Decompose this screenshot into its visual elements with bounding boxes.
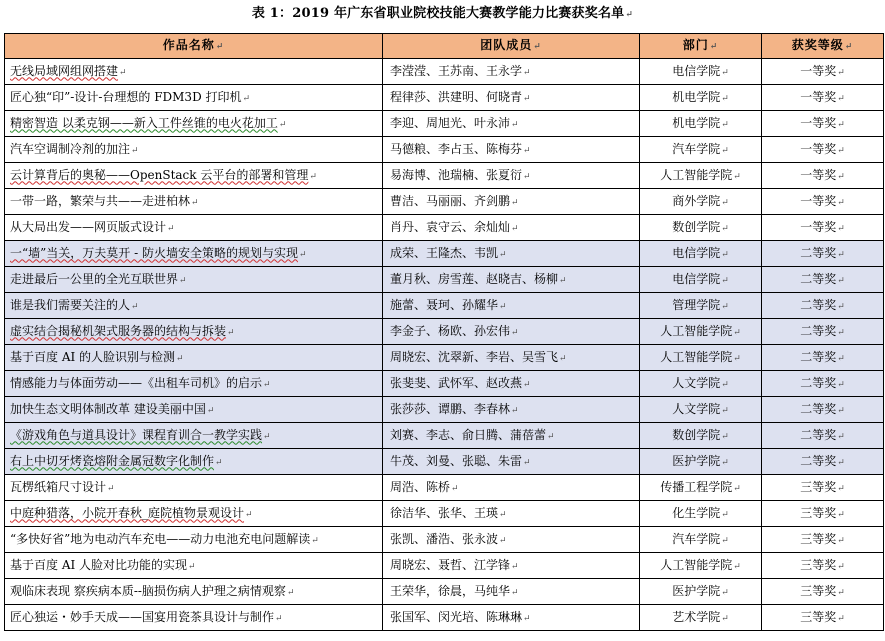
paragraph-mark-icon: ↵ (837, 613, 845, 624)
paragraph-mark-icon: ↵ (559, 353, 567, 364)
paragraph-mark-icon: ↵ (721, 145, 729, 156)
table-row (5, 605, 884, 631)
cell-department-text: 人工智能学院 (660, 167, 733, 182)
cell-team-members-text: 张国军、闵光培、陈琳琳 (390, 609, 523, 624)
cell-team-members (383, 371, 640, 397)
paragraph-mark-icon: ↵ (733, 561, 741, 572)
table-row (5, 163, 884, 189)
cell-award-level-text: 一等奖 (800, 115, 837, 130)
cell-work-title (5, 137, 383, 163)
paragraph-mark-icon: ↵ (837, 119, 845, 130)
cell-team-members (383, 345, 640, 371)
paragraph-mark-icon: ↵ (721, 119, 729, 130)
cell-award-level-text: 一等奖 (800, 219, 837, 234)
cell-work-title (5, 319, 383, 345)
cell-department (640, 345, 762, 371)
cell-team-members-text: 周浩、陈桥 (390, 479, 451, 494)
cell-team-members-text: 周晓宏、聂哲、江学锋 (390, 557, 511, 572)
cell-team-members (383, 293, 640, 319)
cell-work-title (5, 397, 383, 423)
cell-work-title (5, 241, 383, 267)
paragraph-mark-icon: ↵ (837, 587, 845, 598)
cell-work-title-text: 情感能力与体面劳动——《出租车司机》的启示 (10, 375, 263, 390)
cell-award-level-text: 一等奖 (800, 63, 837, 78)
cell-department-text: 管理学院 (672, 297, 721, 312)
paragraph-mark-icon: ↵ (511, 405, 519, 416)
cell-department (640, 527, 762, 553)
cell-award-level-text: 二等奖 (800, 375, 837, 390)
paragraph-mark-icon: ↵ (837, 275, 845, 286)
paragraph-mark-icon: ↵ (499, 249, 507, 260)
cell-department (640, 163, 762, 189)
cell-team-members (383, 449, 640, 475)
paragraph-mark-icon: ↵ (523, 457, 531, 468)
cell-team-members (383, 527, 640, 553)
cell-department-text: 机电学院 (672, 115, 721, 130)
cell-department-text: 汽车学院 (672, 141, 721, 156)
paragraph-mark-icon: ↵ (837, 223, 845, 234)
paragraph-mark-icon: ↵ (837, 405, 845, 416)
cell-department-text: 机电学院 (672, 89, 721, 104)
cell-award-level (762, 111, 884, 137)
cell-award-level-text: 二等奖 (800, 453, 837, 468)
header-work: 作品名称↵ (5, 34, 383, 59)
table-row (5, 475, 884, 501)
cell-work-title (5, 527, 383, 553)
paragraph-mark-icon: ↵ (837, 509, 845, 520)
paragraph-mark-icon: ↵ (176, 353, 184, 364)
table-row (5, 215, 884, 241)
cell-award-level (762, 137, 884, 163)
cell-work-title-text: 右上中切牙烤瓷熔附金属冠数字化制作 (10, 453, 215, 468)
cell-team-members-text: 张斐斐、武怀军、赵改燕 (390, 375, 523, 390)
table-row (5, 267, 884, 293)
table-row (5, 579, 884, 605)
paragraph-mark-icon: ↵ (131, 301, 139, 312)
paragraph-mark-icon: ↵ (733, 483, 741, 494)
paragraph-mark-icon: ↵ (721, 93, 729, 104)
cell-work-title-text: 一“墙”当关，万夫莫开 - 防火墙安全策略的规划与实现 (10, 245, 298, 260)
paragraph-mark-icon: ↵ (511, 197, 519, 208)
cell-department-text: 人工智能学院 (660, 557, 733, 572)
paragraph-mark-icon: ↵ (721, 67, 729, 78)
cell-award-level (762, 553, 884, 579)
paragraph-mark-icon: ↵ (511, 119, 519, 130)
paragraph-mark-icon: ↵ (721, 223, 729, 234)
table-row (5, 189, 884, 215)
cell-team-members-text: 刘赛、李志、俞日腾、蒲蓓蕾 (390, 427, 547, 442)
paragraph-mark-icon: ↵ (733, 327, 741, 338)
paragraph-mark-icon: ↵ (309, 171, 317, 182)
cell-work-title (5, 553, 383, 579)
paragraph-mark-icon: ↵ (263, 379, 271, 390)
cell-work-title-text: 中庭种猎落，小院开春秋_庭院植物景观设计 (10, 505, 245, 520)
cell-department-text: 商外学院 (672, 193, 721, 208)
cell-work-title-text: 基于百度 AI 的人脸识别与检测 (10, 349, 176, 364)
cell-award-level-text: 三等奖 (800, 531, 837, 546)
cell-department (640, 397, 762, 423)
paragraph-mark-icon: ↵ (837, 457, 845, 468)
cell-team-members-text: 程律莎、洪建明、何晓青 (390, 89, 523, 104)
cell-team-members-text: 李金子、杨欧、孙宏伟 (390, 323, 511, 338)
cell-department (640, 59, 762, 85)
cell-team-members (383, 579, 640, 605)
cell-team-members (383, 189, 640, 215)
cell-work-title-text: 云计算背后的奥秘——OpenStack 云平台的部署和管理 (10, 167, 309, 182)
paragraph-mark-icon: ↵ (263, 431, 271, 442)
cell-work-title-text: 汽车空调制冷剂的加注 (10, 141, 131, 156)
cell-team-members-text: 徐洁华、张华、王瑛 (390, 505, 499, 520)
table-row (5, 111, 884, 137)
cell-award-level (762, 59, 884, 85)
cell-department-text: 医护学院 (672, 583, 721, 598)
paragraph-mark-icon: ↵ (215, 42, 225, 52)
paragraph-mark-icon: ↵ (837, 327, 845, 338)
cell-award-level (762, 163, 884, 189)
cell-department (640, 579, 762, 605)
cell-award-level (762, 423, 884, 449)
paragraph-mark-icon: ↵ (625, 10, 634, 20)
cell-award-level (762, 527, 884, 553)
paragraph-mark-icon: ↵ (523, 67, 531, 78)
cell-department (640, 605, 762, 631)
table-row (5, 293, 884, 319)
table-row (5, 59, 884, 85)
cell-award-level (762, 475, 884, 501)
paragraph-mark-icon: ↵ (107, 483, 115, 494)
paragraph-mark-icon: ↵ (206, 405, 215, 416)
cell-work-title-text: 观临床表现 察疾病本质--脑损伤病人护理之病情观察 (10, 583, 286, 598)
cell-team-members (383, 163, 640, 189)
paragraph-mark-icon: ↵ (523, 171, 531, 182)
cell-department-text: 人文学院 (672, 375, 721, 390)
paragraph-mark-icon: ↵ (721, 301, 729, 312)
cell-award-level-text: 三等奖 (800, 583, 837, 598)
cell-department-text: 医护学院 (672, 453, 721, 468)
cell-department (640, 449, 762, 475)
cell-team-members (383, 553, 640, 579)
cell-work-title (5, 605, 383, 631)
paragraph-mark-icon: ↵ (837, 353, 845, 364)
award-table (4, 33, 884, 631)
paragraph-mark-icon: ↵ (721, 535, 729, 546)
paragraph-mark-icon: ↵ (298, 249, 307, 260)
cell-team-members-text: 王荣华，徐晨，马纯华 (390, 583, 511, 598)
cell-award-level (762, 267, 884, 293)
paragraph-mark-icon: ↵ (837, 249, 845, 260)
paragraph-mark-icon: ↵ (547, 431, 555, 442)
paragraph-mark-icon: ↵ (511, 561, 519, 572)
cell-team-members-text: 马德粮、李占玉、陈梅芬 (390, 141, 523, 156)
paragraph-mark-icon: ↵ (837, 145, 845, 156)
cell-team-members (383, 397, 640, 423)
cell-team-members-text: 李迎、周旭光、叶永沛 (390, 115, 511, 130)
cell-work-title (5, 501, 383, 527)
cell-team-members (383, 215, 640, 241)
cell-work-title (5, 371, 383, 397)
paragraph-mark-icon: ↵ (837, 431, 845, 442)
cell-team-members (383, 111, 640, 137)
cell-team-members-text: 曹洁、马丽丽、齐剑鹏 (390, 193, 511, 208)
paragraph-mark-icon: ↵ (242, 93, 251, 104)
cell-award-level (762, 397, 884, 423)
cell-award-level-text: 二等奖 (800, 297, 837, 312)
paragraph-mark-icon: ↵ (511, 587, 519, 598)
cell-department-text: 化生学院 (672, 505, 721, 520)
paragraph-mark-icon: ↵ (167, 223, 175, 234)
paragraph-mark-icon: ↵ (245, 509, 253, 520)
cell-award-level (762, 293, 884, 319)
paragraph-mark-icon: ↵ (533, 42, 542, 52)
cell-department-text: 人工智能学院 (660, 349, 733, 364)
cell-work-title-text: “多快好省”地为电动汽车充电——动力电池充电问题解读 (10, 531, 311, 546)
cell-award-level (762, 449, 884, 475)
cell-award-level (762, 85, 884, 111)
cell-work-title-text: 谁是我们需要关注的人 (10, 297, 131, 312)
cell-team-members-text: 周晓宏、沈翠新、李岩、吴雪飞 (390, 349, 559, 364)
cell-work-title (5, 345, 383, 371)
cell-team-members-text: 张莎莎、谭鹏、李春林 (390, 401, 511, 416)
cell-award-level (762, 371, 884, 397)
cell-department (640, 553, 762, 579)
cell-department-text: 汽车学院 (672, 531, 721, 546)
cell-department (640, 475, 762, 501)
cell-team-members-text: 易海博、池瑞楠、张夏衍 (390, 167, 523, 182)
cell-work-title-text: 虚实结合揭秘机架式服务器的结构与拆装 (10, 323, 227, 338)
paragraph-mark-icon: ↵ (119, 67, 127, 78)
paragraph-mark-icon: ↵ (837, 67, 845, 78)
cell-team-members-text: 张凯、潘浩、张永波 (390, 531, 499, 546)
cell-work-title (5, 267, 383, 293)
cell-department (640, 189, 762, 215)
cell-award-level (762, 345, 884, 371)
cell-team-members-text: 成荣、王隆杰、韦凯 (390, 245, 499, 260)
cell-work-title (5, 215, 383, 241)
table-row (5, 423, 884, 449)
cell-team-members (383, 423, 640, 449)
paragraph-mark-icon: ↵ (559, 275, 567, 286)
cell-award-level-text: 三等奖 (800, 557, 837, 572)
cell-award-level (762, 319, 884, 345)
paragraph-mark-icon: ↵ (844, 42, 854, 52)
cell-work-title-text: 匠心独“印”-设计-台理想的 FDM3D 打印机 (10, 89, 242, 104)
cell-department (640, 371, 762, 397)
cell-department-text: 数创学院 (672, 427, 721, 442)
cell-work-title (5, 111, 383, 137)
cell-award-level-text: 三等奖 (800, 505, 837, 520)
paragraph-mark-icon: ↵ (721, 197, 729, 208)
paragraph-mark-icon: ↵ (499, 535, 507, 546)
cell-team-members-text: 董月秋、房雪莲、赵晓吉、杨柳 (390, 271, 559, 286)
cell-award-level-text: 一等奖 (800, 193, 837, 208)
cell-award-level (762, 215, 884, 241)
cell-work-title-text: 瓦楞纸箱尺寸设计 (10, 479, 107, 494)
table-caption (0, 5, 885, 24)
cell-team-members-text: 施蕾、聂珂、孙耀华 (390, 297, 499, 312)
cell-work-title (5, 59, 383, 85)
cell-work-title-text: 加快生态文明体制改革 建设美丽中国 (10, 401, 206, 416)
cell-award-level (762, 501, 884, 527)
table-row (5, 345, 884, 371)
cell-department (640, 241, 762, 267)
cell-team-members (383, 605, 640, 631)
cell-work-title-text: 走进最后一公里的全光互联世界 (10, 271, 179, 286)
paragraph-mark-icon: ↵ (523, 379, 531, 390)
paragraph-mark-icon: ↵ (733, 353, 741, 364)
cell-award-level-text: 二等奖 (800, 349, 837, 364)
cell-work-title (5, 85, 383, 111)
header-level: 获奖等级↵ (762, 34, 884, 59)
cell-work-title-text: 基于百度 AI 人脸对比功能的实现 (10, 557, 188, 572)
cell-work-title-text: 无线局域网组网搭建 (10, 63, 119, 78)
cell-work-title (5, 475, 383, 501)
paragraph-mark-icon: ↵ (721, 405, 729, 416)
cell-award-level-text: 三等奖 (800, 609, 837, 624)
paragraph-mark-icon: ↵ (721, 379, 729, 390)
cell-department (640, 501, 762, 527)
paragraph-mark-icon: ↵ (837, 301, 845, 312)
paragraph-mark-icon: ↵ (721, 431, 729, 442)
cell-award-level-text: 二等奖 (800, 401, 837, 416)
cell-department-text: 电信学院 (672, 271, 721, 286)
paragraph-mark-icon: ↵ (511, 327, 519, 338)
table-row (5, 241, 884, 267)
paragraph-mark-icon: ↵ (721, 249, 729, 260)
paragraph-mark-icon: ↵ (733, 171, 741, 182)
cell-award-level-text: 三等奖 (800, 479, 837, 494)
cell-work-title-text: 精密智造 以柔克钢——新入工件丝锥的电火花加工 (10, 115, 278, 130)
cell-work-title (5, 163, 383, 189)
cell-award-level-text: 二等奖 (800, 323, 837, 338)
paragraph-mark-icon: ↵ (523, 145, 531, 156)
cell-department (640, 215, 762, 241)
cell-department (640, 85, 762, 111)
table-caption-text: 表 1：2019 年广东省职业院校技能大赛教学能力比赛获奖名单 (251, 6, 625, 21)
paragraph-mark-icon: ↵ (523, 93, 531, 104)
cell-department-text: 人工智能学院 (660, 323, 733, 338)
cell-department (640, 267, 762, 293)
cell-department-text: 数创学院 (672, 219, 721, 234)
cell-award-level-text: 二等奖 (800, 427, 837, 442)
cell-team-members-text: 肖丹、袁守云、余灿灿 (390, 219, 511, 234)
cell-work-title (5, 579, 383, 605)
paragraph-mark-icon: ↵ (523, 613, 531, 624)
cell-award-level (762, 241, 884, 267)
cell-team-members (383, 241, 640, 267)
paragraph-mark-icon: ↵ (837, 379, 845, 390)
cell-department-text: 电信学院 (672, 245, 721, 260)
cell-work-title-text: 一带一路，繁荣与共——走进柏林 (10, 193, 191, 208)
cell-award-level-text: 二等奖 (800, 245, 837, 260)
paragraph-mark-icon: ↵ (227, 327, 235, 338)
cell-award-level-text: 一等奖 (800, 167, 837, 182)
cell-team-members (383, 85, 640, 111)
cell-team-members (383, 501, 640, 527)
cell-work-title (5, 423, 383, 449)
cell-award-level-text: 一等奖 (800, 141, 837, 156)
cell-department (640, 293, 762, 319)
cell-work-title-text: 匠心独运・妙手天成——国宴用瓷茶具设计与制作 (10, 609, 275, 624)
cell-team-members-text: 李滢滢、王苏南、王永学 (390, 63, 523, 78)
header-team: 团队成员↵ (383, 34, 640, 59)
paragraph-mark-icon: ↵ (721, 275, 729, 286)
cell-team-members (383, 267, 640, 293)
cell-award-level (762, 579, 884, 605)
cell-award-level (762, 605, 884, 631)
paragraph-mark-icon: ↵ (511, 223, 519, 234)
cell-award-level-text: 一等奖 (800, 89, 837, 104)
paragraph-mark-icon: ↵ (721, 457, 729, 468)
paragraph-mark-icon: ↵ (311, 535, 319, 546)
cell-team-members (383, 59, 640, 85)
cell-department-text: 传播工程学院 (660, 479, 733, 494)
paragraph-mark-icon: ↵ (131, 145, 139, 156)
cell-department-text: 电信学院 (672, 63, 721, 78)
paragraph-mark-icon: ↵ (286, 587, 295, 598)
header-row (5, 34, 884, 59)
paragraph-mark-icon: ↵ (837, 561, 845, 572)
paragraph-mark-icon: ↵ (721, 587, 729, 598)
paragraph-mark-icon: ↵ (275, 613, 283, 624)
paragraph-mark-icon: ↵ (278, 119, 287, 130)
paragraph-mark-icon: ↵ (721, 613, 729, 624)
table-row (5, 449, 884, 475)
paragraph-mark-icon: ↵ (709, 42, 719, 52)
header-dept: 部门↵ (640, 34, 762, 59)
cell-department (640, 423, 762, 449)
cell-award-level (762, 189, 884, 215)
cell-team-members (383, 475, 640, 501)
table-row (5, 501, 884, 527)
cell-work-title-text: 从大局出发——网页版式设计 (10, 219, 167, 234)
cell-award-level-text: 二等奖 (800, 271, 837, 286)
cell-work-title-text: 《游戏角色与道具设计》课程育训合一教学实践 (10, 427, 263, 442)
cell-department-text: 人文学院 (672, 401, 721, 416)
paragraph-mark-icon: ↵ (837, 93, 845, 104)
paragraph-mark-icon: ↵ (499, 301, 507, 312)
paragraph-mark-icon: ↵ (837, 197, 845, 208)
table-row (5, 371, 884, 397)
cell-work-title (5, 449, 383, 475)
cell-department (640, 319, 762, 345)
paragraph-mark-icon: ↵ (837, 535, 845, 546)
paragraph-mark-icon: ↵ (837, 171, 845, 182)
paragraph-mark-icon: ↵ (215, 457, 223, 468)
cell-team-members (383, 319, 640, 345)
paragraph-mark-icon: ↵ (191, 197, 199, 208)
table-row (5, 397, 884, 423)
paragraph-mark-icon: ↵ (499, 509, 507, 520)
paragraph-mark-icon: ↵ (721, 509, 729, 520)
paragraph-mark-icon: ↵ (837, 483, 845, 494)
cell-team-members-text: 牛茂、刘曼、张聪、朱雷 (390, 453, 523, 468)
table-row (5, 319, 884, 345)
table-row (5, 137, 884, 163)
cell-department (640, 111, 762, 137)
table-row (5, 85, 884, 111)
cell-team-members (383, 137, 640, 163)
cell-department (640, 137, 762, 163)
table-row (5, 527, 884, 553)
paragraph-mark-icon: ↵ (451, 483, 459, 494)
paragraph-mark-icon: ↵ (188, 561, 196, 572)
cell-department-text: 艺术学院 (672, 609, 721, 624)
paragraph-mark-icon: ↵ (179, 275, 187, 286)
table-row (5, 553, 884, 579)
cell-work-title (5, 189, 383, 215)
cell-work-title (5, 293, 383, 319)
